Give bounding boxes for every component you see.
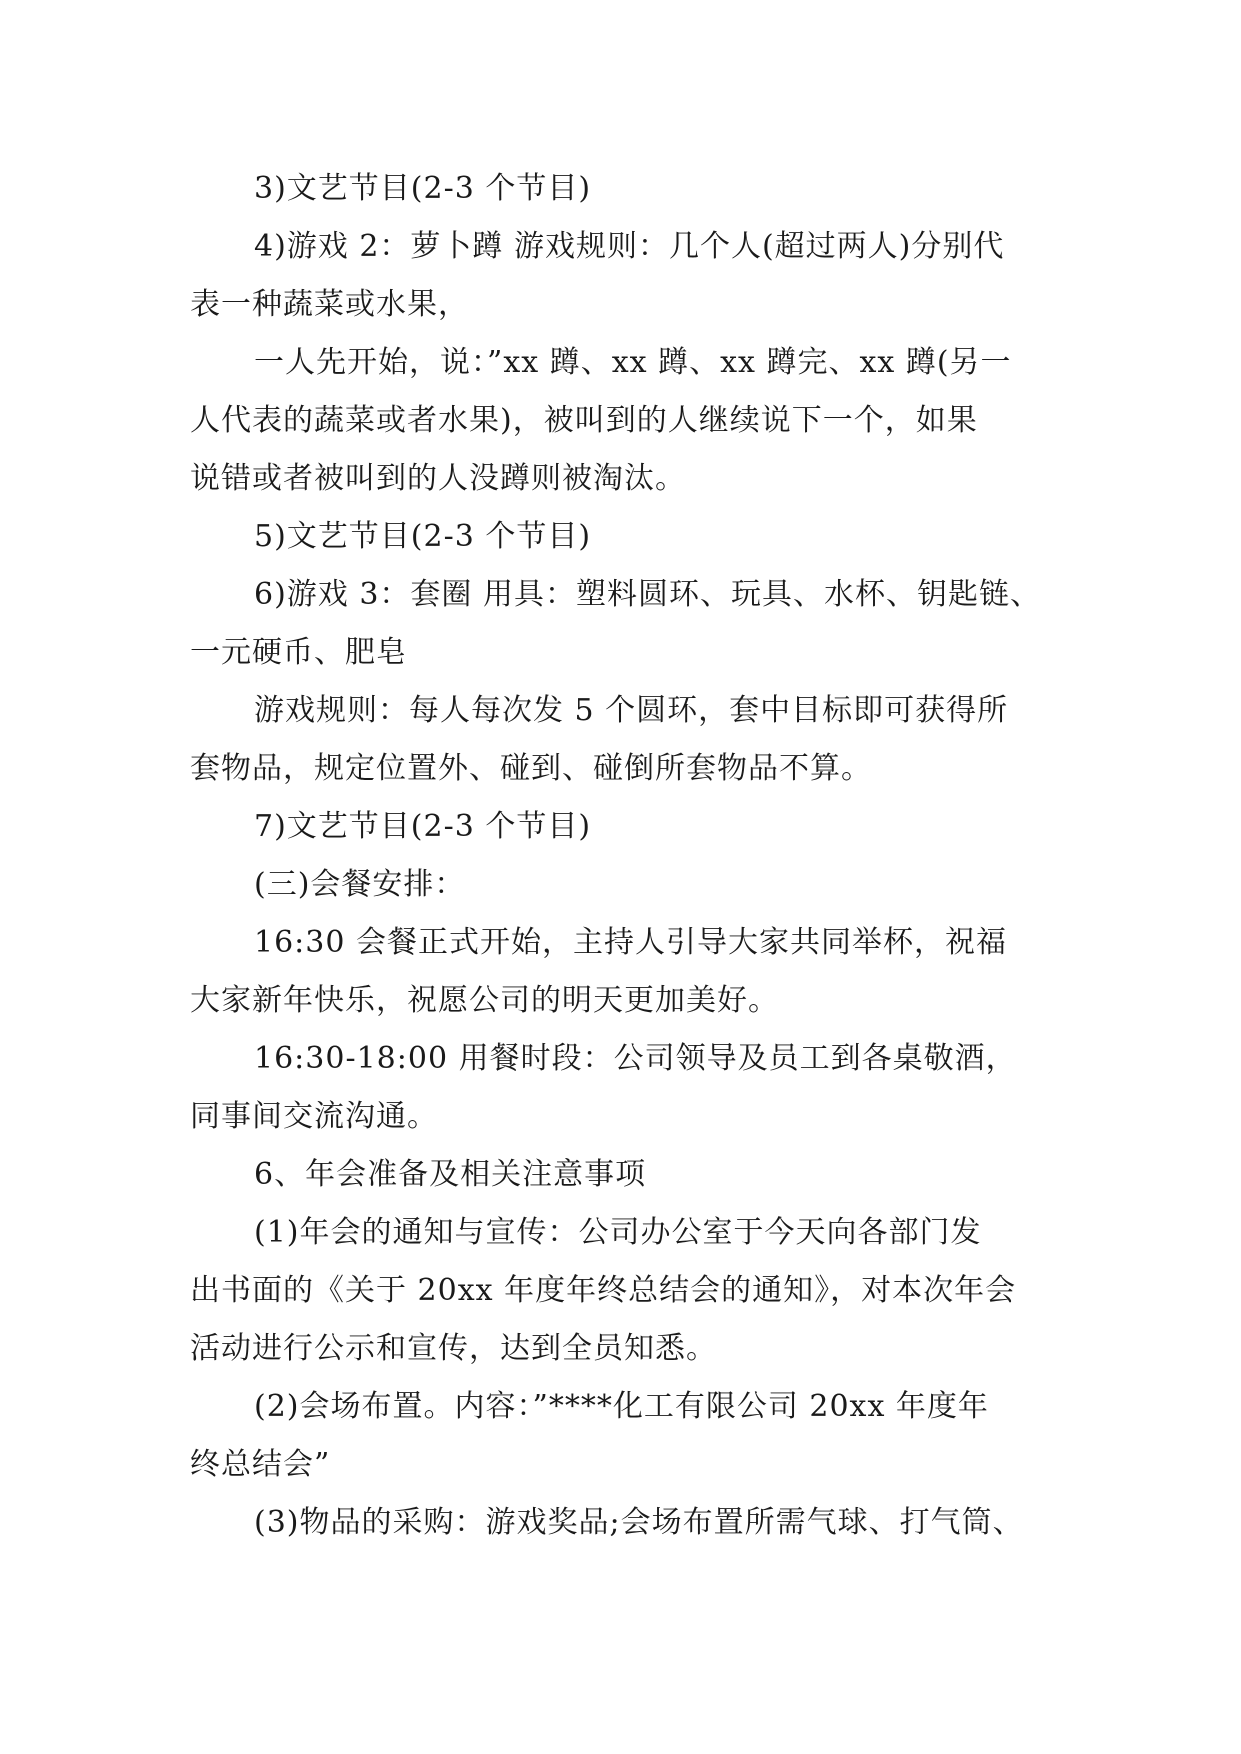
- paragraph-line: (3)物品的采购：游戏奖品;会场布置所需气球、打气筒、: [254, 1505, 1024, 1540]
- paragraph-line: 6)游戏 3：套圈 用具：塑料圆环、玩具、水杯、钥匙链、: [254, 577, 1041, 612]
- paragraph-line: 游戏规则：每人每次发 5 个圆环，套中目标即可获得所: [254, 693, 1009, 728]
- paragraph-line: 7)文艺节目(2-3 个节目): [254, 809, 592, 844]
- paragraph-line: 人代表的蔬菜或者水果)，被叫到的人继续说下一个，如果: [190, 403, 978, 438]
- section-heading: (三)会餐安排：: [254, 867, 466, 902]
- document-body: [190, 160, 1050, 1552]
- paragraph-line: 16:30 会餐正式开始，主持人引导大家共同举杯，祝福: [254, 925, 1007, 960]
- paragraph-line: 表一种蔬菜或水果，: [190, 287, 469, 322]
- paragraph-line: 5)文艺节目(2-3 个节目): [254, 519, 592, 554]
- paragraph-line: 出书面的《关于 20xx 年度年终总结会的通知》，对本次年会: [190, 1273, 1017, 1308]
- paragraph-line: 说错或者被叫到的人没蹲则被淘汰。: [190, 461, 686, 496]
- paragraph-line: 终总结会”: [190, 1447, 331, 1482]
- paragraph-line: 一元硬币、肥皂: [190, 635, 407, 670]
- paragraph-line: 活动进行公示和宣传，达到全员知悉。: [190, 1331, 717, 1366]
- paragraph-line: 3)文艺节目(2-3 个节目): [254, 171, 592, 206]
- paragraph-line: 套物品，规定位置外、碰到、碰倒所套物品不算。: [190, 751, 872, 786]
- paragraph-line: 一人先开始，说：”xx 蹲、xx 蹲、xx 蹲完、xx 蹲(另一: [254, 345, 1012, 380]
- paragraph-line: 16:30-18:00 用餐时段：公司领导及员工到各桌敬酒，: [254, 1041, 1017, 1076]
- section-heading: 6、年会准备及相关注意事项: [254, 1157, 647, 1192]
- paragraph-line: (2)会场布置。内容：”****化工有限公司 20xx 年度年: [254, 1389, 989, 1424]
- paragraph-line: 同事间交流沟通。: [190, 1099, 438, 1134]
- paragraph-line: (1)年会的通知与宣传：公司办公室于今天向各部门发: [254, 1215, 982, 1250]
- paragraph-line: 4)游戏 2：萝卜蹲 游戏规则：几个人(超过两人)分别代: [254, 229, 1005, 264]
- paragraph-line: 大家新年快乐，祝愿公司的明天更加美好。: [190, 983, 779, 1018]
